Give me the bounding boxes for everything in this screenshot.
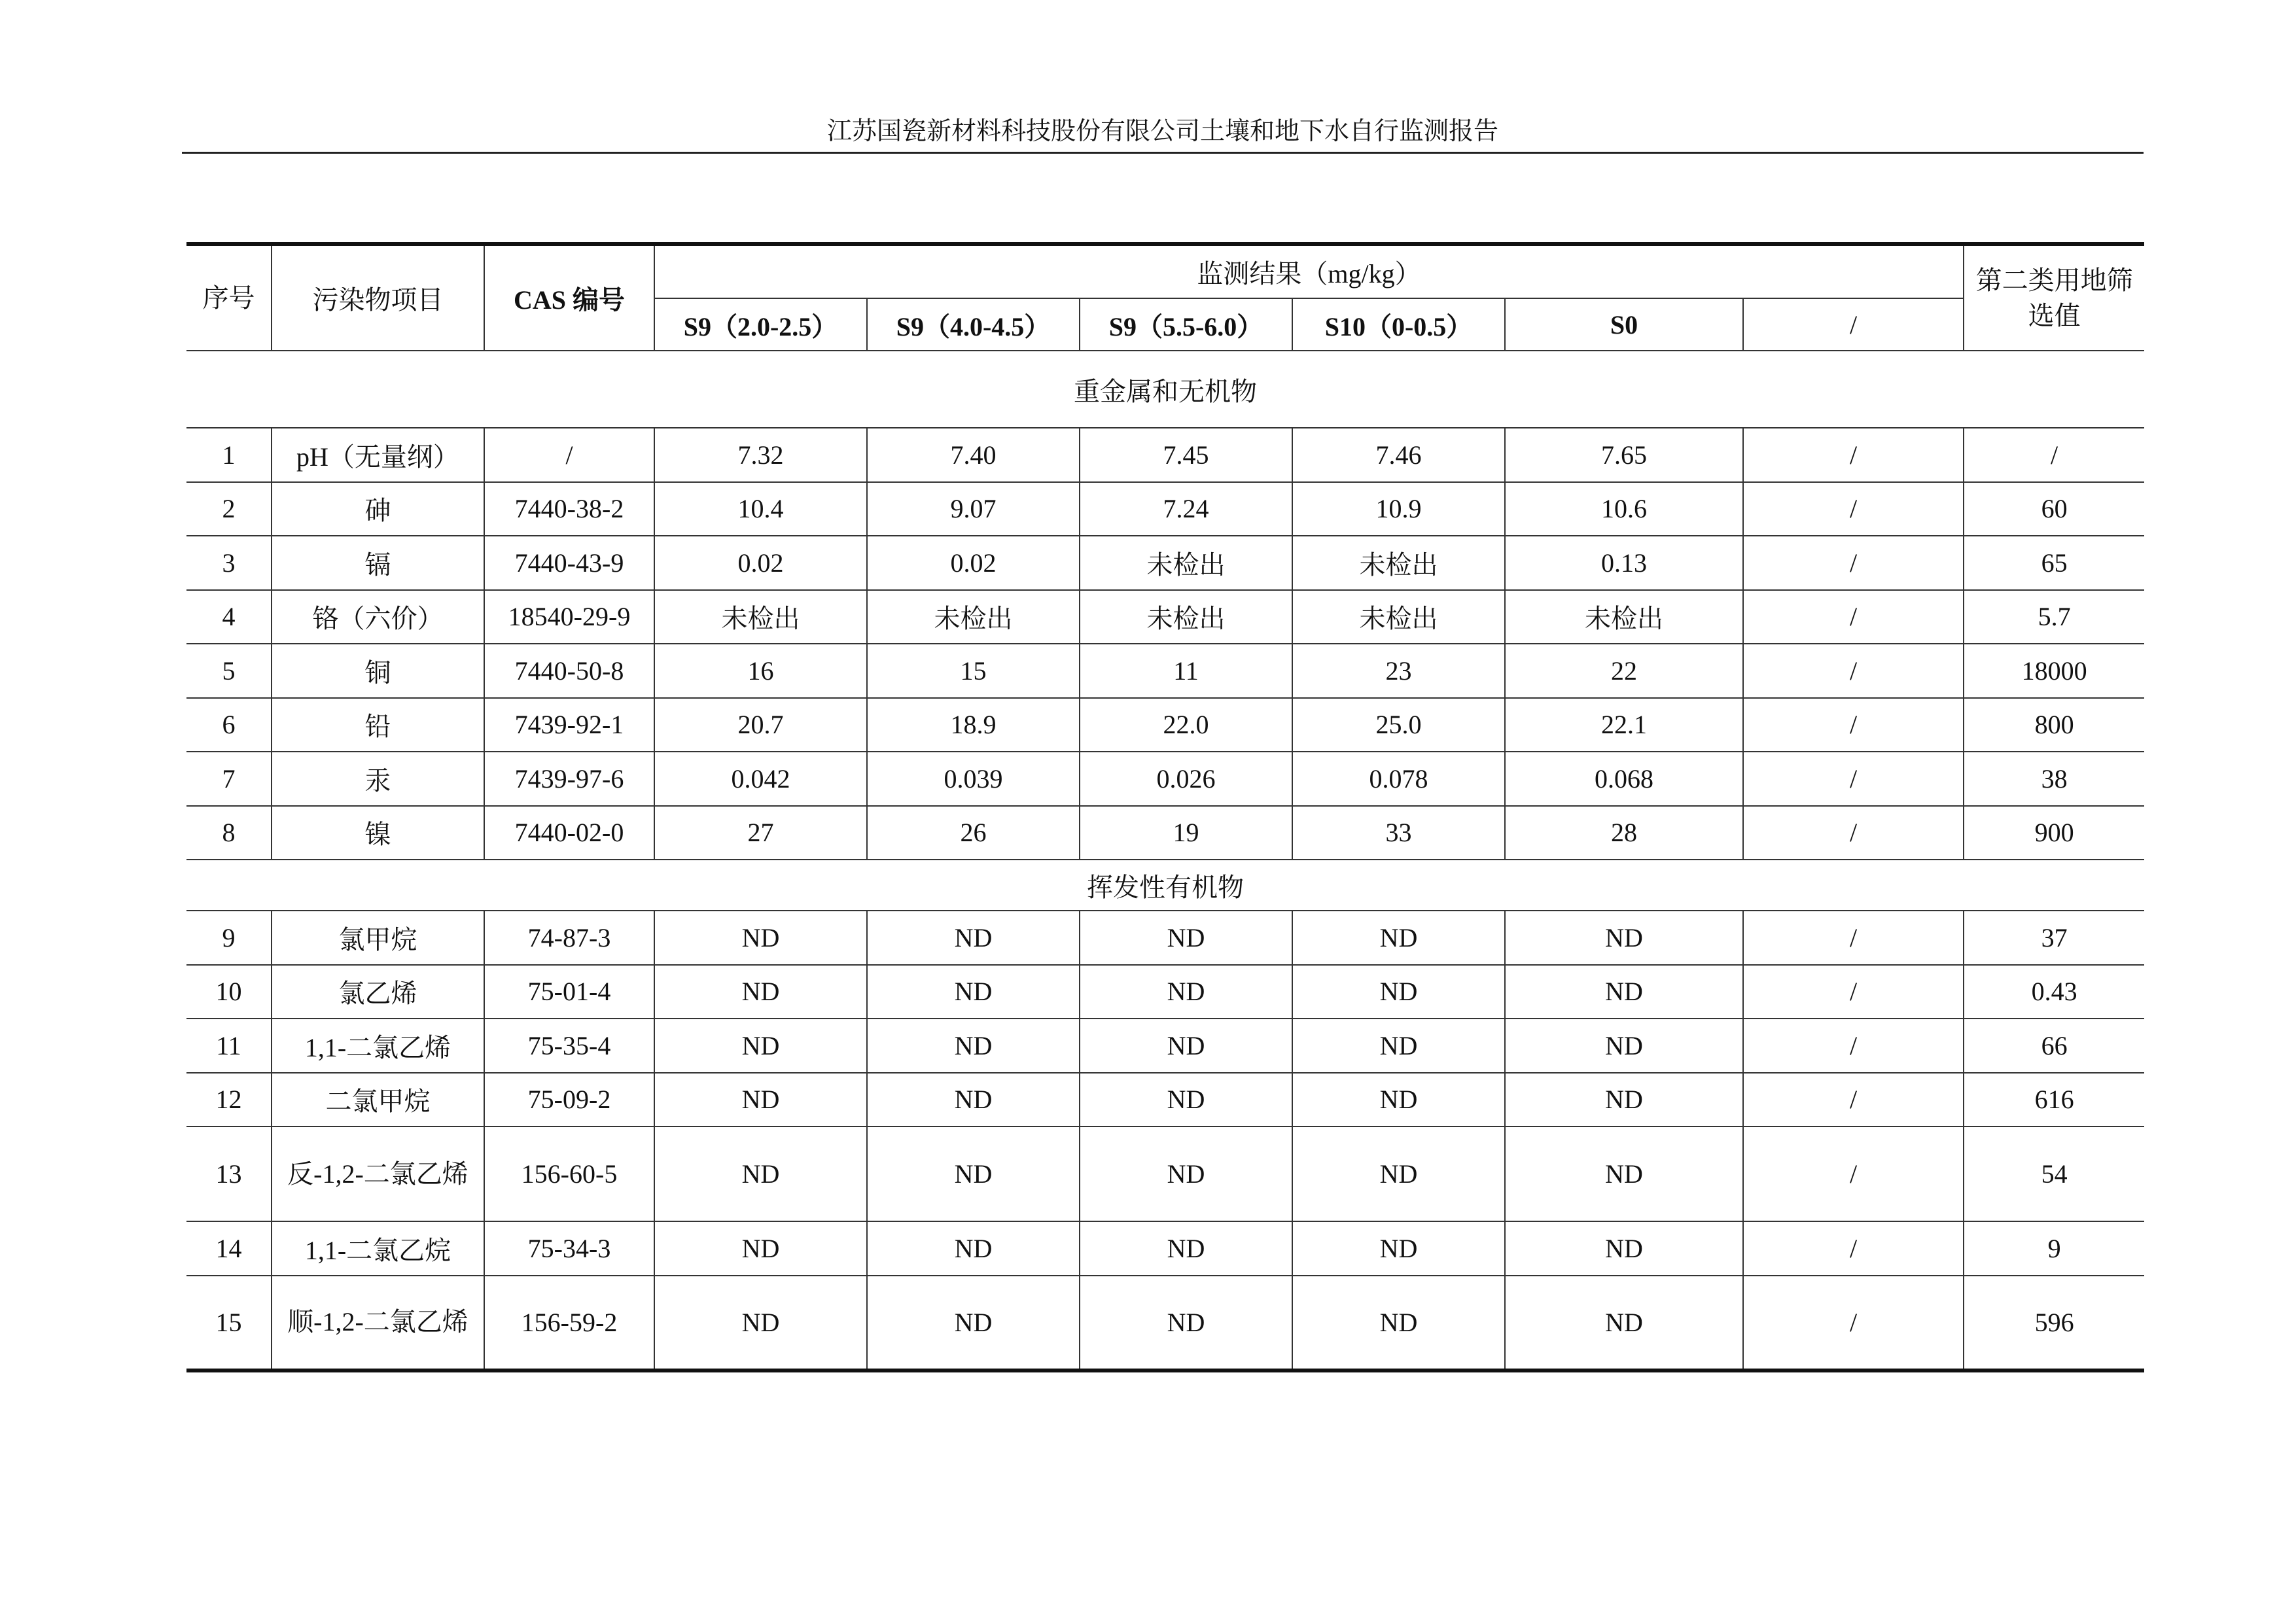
row-value-4: 未检出 <box>1292 590 1505 644</box>
table-row <box>186 1221 2144 1276</box>
row-index: 7 <box>186 752 272 806</box>
row-value-4: 33 <box>1292 806 1505 860</box>
table-row <box>186 1019 2144 1073</box>
row-pollutant: 铅 <box>272 698 484 752</box>
row-screening: 5.7 <box>1964 590 2144 644</box>
row-value-4: ND <box>1292 965 1505 1019</box>
row-value-1: 20.7 <box>654 698 867 752</box>
row-pollutant: 砷 <box>272 482 484 536</box>
row-value-6: / <box>1743 482 1964 536</box>
row-pollutant: 氯甲烷 <box>272 911 484 965</box>
row-value-5: 0.068 <box>1505 752 1743 806</box>
header-results-group: 监测结果（mg/kg） <box>654 244 1964 298</box>
row-pollutant: 氯乙烯 <box>272 965 484 1019</box>
table-row <box>186 482 2144 536</box>
row-value-3: 未检出 <box>1080 536 1292 590</box>
row-value-4: ND <box>1292 1276 1505 1370</box>
row-cas: 75-35-4 <box>484 1019 654 1073</box>
row-value-1: 27 <box>654 806 867 860</box>
row-value-4: ND <box>1292 911 1505 965</box>
table-row <box>186 752 2144 806</box>
row-value-1: ND <box>654 911 867 965</box>
row-cas: 156-59-2 <box>484 1276 654 1370</box>
row-value-6: / <box>1743 1073 1964 1127</box>
row-screening: 38 <box>1964 752 2144 806</box>
row-value-1: ND <box>654 1073 867 1127</box>
row-screening: 0.43 <box>1964 965 2144 1019</box>
row-value-2: ND <box>867 1221 1080 1276</box>
row-value-2: ND <box>867 965 1080 1019</box>
row-value-5: 0.13 <box>1505 536 1743 590</box>
row-value-5: ND <box>1505 1126 1743 1221</box>
row-index: 9 <box>186 911 272 965</box>
row-value-1: 10.4 <box>654 482 867 536</box>
row-screening: 596 <box>1964 1276 2144 1370</box>
row-value-6: / <box>1743 644 1964 698</box>
row-pollutant: 汞 <box>272 752 484 806</box>
row-value-4: 25.0 <box>1292 698 1505 752</box>
row-index: 2 <box>186 482 272 536</box>
row-value-5: 28 <box>1505 806 1743 860</box>
row-value-1: ND <box>654 1221 867 1276</box>
row-pollutant: 铬（六价） <box>272 590 484 644</box>
row-value-6: / <box>1743 1221 1964 1276</box>
row-value-6: / <box>1743 1019 1964 1073</box>
table-row <box>186 965 2144 1019</box>
row-pollutant: 铜 <box>272 644 484 698</box>
table-row <box>186 698 2144 752</box>
row-screening: 37 <box>1964 911 2144 965</box>
row-value-2: ND <box>867 1073 1080 1127</box>
table-row <box>186 806 2144 860</box>
row-value-6: / <box>1743 752 1964 806</box>
row-screening: 18000 <box>1964 644 2144 698</box>
row-value-5: 10.6 <box>1505 482 1743 536</box>
row-index: 14 <box>186 1221 272 1276</box>
row-cas: 75-09-2 <box>484 1073 654 1127</box>
row-value-3: ND <box>1080 965 1292 1019</box>
row-value-1: 16 <box>654 644 867 698</box>
row-value-4: ND <box>1292 1073 1505 1127</box>
row-value-4: ND <box>1292 1126 1505 1221</box>
row-value-3: ND <box>1080 1073 1292 1127</box>
row-value-5: 22 <box>1505 644 1743 698</box>
row-value-1: ND <box>654 1276 867 1370</box>
monitoring-results-table <box>186 242 2144 1372</box>
row-value-5: ND <box>1505 965 1743 1019</box>
row-cas: / <box>484 428 654 482</box>
row-index: 11 <box>186 1019 272 1073</box>
row-screening: 800 <box>1964 698 2144 752</box>
row-cas: 7439-97-6 <box>484 752 654 806</box>
header-sample-6: / <box>1743 298 1964 351</box>
header-cas: CAS 编号 <box>484 244 654 351</box>
row-value-3: 7.24 <box>1080 482 1292 536</box>
row-cas: 74-87-3 <box>484 911 654 965</box>
row-cas: 7440-38-2 <box>484 482 654 536</box>
row-index: 13 <box>186 1126 272 1221</box>
row-value-5: ND <box>1505 911 1743 965</box>
row-pollutant: 二氯甲烷 <box>272 1073 484 1127</box>
row-value-6: / <box>1743 806 1964 860</box>
table-row <box>186 1126 2144 1221</box>
table-row <box>186 1276 2144 1370</box>
row-value-2: 7.40 <box>867 428 1080 482</box>
header-sample-5: S0 <box>1505 298 1743 351</box>
row-value-3: 22.0 <box>1080 698 1292 752</box>
section-row <box>186 860 2144 911</box>
row-value-2: 18.9 <box>867 698 1080 752</box>
page-header <box>182 115 2144 154</box>
row-value-3: ND <box>1080 1126 1292 1221</box>
row-pollutant: 镍 <box>272 806 484 860</box>
row-value-2: 0.039 <box>867 752 1080 806</box>
row-screening: 54 <box>1964 1126 2144 1221</box>
section-row <box>186 351 2144 428</box>
row-cas: 75-01-4 <box>484 965 654 1019</box>
row-index: 1 <box>186 428 272 482</box>
table-row <box>186 1073 2144 1127</box>
row-value-4: 7.46 <box>1292 428 1505 482</box>
row-value-5: ND <box>1505 1073 1743 1127</box>
row-index: 6 <box>186 698 272 752</box>
header-screening-value: 第二类用地筛选值 <box>1964 244 2144 351</box>
row-value-3: 11 <box>1080 644 1292 698</box>
row-cas: 156-60-5 <box>484 1126 654 1221</box>
row-value-4: ND <box>1292 1221 1505 1276</box>
row-value-3: ND <box>1080 1019 1292 1073</box>
row-value-6: / <box>1743 1126 1964 1221</box>
row-index: 4 <box>186 590 272 644</box>
row-screening: 900 <box>1964 806 2144 860</box>
row-screening: 65 <box>1964 536 2144 590</box>
row-value-1: ND <box>654 1019 867 1073</box>
row-value-6: / <box>1743 965 1964 1019</box>
row-value-4: 10.9 <box>1292 482 1505 536</box>
row-value-5: ND <box>1505 1221 1743 1276</box>
row-index: 10 <box>186 965 272 1019</box>
row-pollutant: 镉 <box>272 536 484 590</box>
row-index: 8 <box>186 806 272 860</box>
row-value-2: ND <box>867 1276 1080 1370</box>
table-row <box>186 590 2144 644</box>
header-sample-3: S9（5.5-6.0） <box>1080 298 1292 351</box>
row-value-1: ND <box>654 1126 867 1221</box>
row-value-3: ND <box>1080 911 1292 965</box>
row-screening: / <box>1964 428 2144 482</box>
header-sample-4: S10（0-0.5） <box>1292 298 1505 351</box>
row-value-2: ND <box>867 1126 1080 1221</box>
row-value-5: 7.65 <box>1505 428 1743 482</box>
row-index: 15 <box>186 1276 272 1370</box>
row-pollutant: 1,1-二氯乙烯 <box>272 1019 484 1073</box>
row-value-2: 26 <box>867 806 1080 860</box>
row-value-5: ND <box>1505 1019 1743 1073</box>
row-value-6: / <box>1743 698 1964 752</box>
row-cas: 7440-50-8 <box>484 644 654 698</box>
row-value-6: / <box>1743 536 1964 590</box>
row-index: 12 <box>186 1073 272 1127</box>
row-value-3: ND <box>1080 1221 1292 1276</box>
row-value-2: ND <box>867 1019 1080 1073</box>
row-value-3: 未检出 <box>1080 590 1292 644</box>
row-value-2: 未检出 <box>867 590 1080 644</box>
report-title: 江苏国瓷新材料科技股份有限公司土壤和地下水自行监测报告 <box>826 118 1498 145</box>
row-value-6: / <box>1743 428 1964 482</box>
row-value-4: 0.078 <box>1292 752 1505 806</box>
row-value-2: ND <box>867 911 1080 965</box>
table-row <box>186 428 2144 482</box>
row-value-3: 7.45 <box>1080 428 1292 482</box>
row-cas: 18540-29-9 <box>484 590 654 644</box>
table-row <box>186 536 2144 590</box>
row-screening: 9 <box>1964 1221 2144 1276</box>
row-cas: 7440-43-9 <box>484 536 654 590</box>
section-title: 挥发性有机物 <box>186 860 2144 911</box>
row-value-1: 0.042 <box>654 752 867 806</box>
row-value-2: 0.02 <box>867 536 1080 590</box>
table-row <box>186 644 2144 698</box>
table-row <box>186 911 2144 965</box>
row-value-4: 未检出 <box>1292 536 1505 590</box>
header-sample-2: S9（4.0-4.5） <box>867 298 1080 351</box>
row-index: 3 <box>186 536 272 590</box>
row-value-1: 未检出 <box>654 590 867 644</box>
row-value-4: ND <box>1292 1019 1505 1073</box>
row-value-3: ND <box>1080 1276 1292 1370</box>
row-value-1: ND <box>654 965 867 1019</box>
row-cas: 7439-92-1 <box>484 698 654 752</box>
row-pollutant: 顺-1,2-二氯乙烯 <box>272 1276 484 1370</box>
row-value-1: 7.32 <box>654 428 867 482</box>
row-screening: 66 <box>1964 1019 2144 1073</box>
row-value-2: 9.07 <box>867 482 1080 536</box>
row-value-5: ND <box>1505 1276 1743 1370</box>
row-value-6: / <box>1743 590 1964 644</box>
row-pollutant: 反-1,2-二氯乙烯 <box>272 1126 484 1221</box>
row-value-1: 0.02 <box>654 536 867 590</box>
header-pollutant: 污染物项目 <box>272 244 484 351</box>
row-value-5: 未检出 <box>1505 590 1743 644</box>
row-pollutant: 1,1-二氯乙烷 <box>272 1221 484 1276</box>
row-value-3: 0.026 <box>1080 752 1292 806</box>
row-value-3: 19 <box>1080 806 1292 860</box>
row-value-5: 22.1 <box>1505 698 1743 752</box>
row-pollutant: pH（无量纲） <box>272 428 484 482</box>
header-index: 序号 <box>186 244 272 351</box>
row-value-6: / <box>1743 911 1964 965</box>
header-sample-1: S9（2.0-2.5） <box>654 298 867 351</box>
row-index: 5 <box>186 644 272 698</box>
row-cas: 7440-02-0 <box>484 806 654 860</box>
row-value-6: / <box>1743 1276 1964 1370</box>
row-screening: 616 <box>1964 1073 2144 1127</box>
row-cas: 75-34-3 <box>484 1221 654 1276</box>
row-value-2: 15 <box>867 644 1080 698</box>
section-title: 重金属和无机物 <box>186 351 2144 428</box>
row-value-4: 23 <box>1292 644 1505 698</box>
row-screening: 60 <box>1964 482 2144 536</box>
